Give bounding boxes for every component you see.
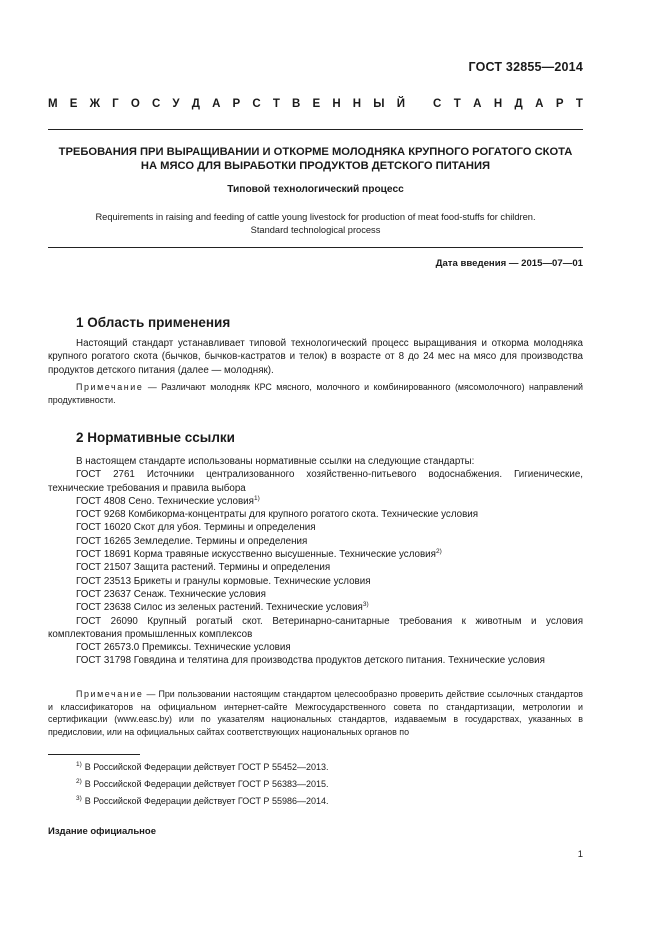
- heading-letter: Т: [453, 98, 461, 110]
- standard-type-word-2: [433, 98, 583, 110]
- document-subtitle: Типовой технологический процесс: [227, 184, 404, 195]
- reference-item: ГОСТ 26573.0 Премиксы. Технические условия: [76, 642, 291, 654]
- reference-item: ГОСТ 23513 Брикеты и гранулы кормовые. Технические условия: [76, 575, 371, 587]
- reference-item: ГОСТ 18691 Корма травяные искусственно высушенные. Технические условия$^{2)}$: [76, 548, 442, 561]
- heading-letter: Е: [312, 98, 321, 110]
- heading-letter: Т: [272, 98, 280, 110]
- footnotes: [48, 759, 583, 810]
- heading-letter: Ж: [89, 98, 100, 110]
- reference-item: ГОСТ 4808 Сено. Технические условия$^{1)}$: [76, 494, 260, 507]
- heading-letter: Р: [232, 98, 241, 110]
- reference-item: ГОСТ 21507 Защита растений. Термины и определения: [76, 562, 331, 574]
- heading-letter: Р: [555, 98, 564, 110]
- standard-type-word-1: [48, 98, 405, 110]
- heading-letter: Д: [514, 98, 523, 110]
- standard-type-heading: [48, 98, 583, 110]
- heading-letter: А: [473, 98, 482, 110]
- title-line-1: ТРЕБОВАНИЯ ПРИ ВЫРАЩИВАНИИ И ОТКОРМЕ МОЛОДНЯКА КРУПНОГО РОГАТОГО СКОТА: [58, 146, 573, 158]
- document-title: [48, 145, 583, 173]
- reference-item: ГОСТ 16020 Скот для убоя. Термины и определения: [76, 522, 316, 534]
- heading-letter: Е: [69, 98, 78, 110]
- reference-item: ГОСТ 2761 Источники централизованного хозяйственно-питьевого водоснабжения. Гигиенические, технические требования и правила выбора: [48, 469, 583, 494]
- english-title-line-1: Requirements in raising and feeding of cattle young livestock for production of meat food-stuffs for children.: [95, 212, 536, 222]
- footnote-text: В Российской Федерации действует ГОСТ Р 55986—2014.: [84, 796, 329, 806]
- note-label: Примечание: [76, 689, 144, 699]
- english-title: [48, 211, 583, 236]
- normative-references-list: [48, 455, 583, 668]
- heading-letter: А: [212, 98, 221, 110]
- heading-letter: С: [151, 98, 161, 110]
- heading-letter: Н: [352, 98, 362, 110]
- footnote-text: В Российской Федерации действует ГОСТ Р 56383—2015.: [84, 779, 329, 789]
- reference-item: ГОСТ 31798 Говядина и телятина для производства продуктов детского питания. Технические условия: [76, 655, 545, 667]
- footnote-mark: 2): [76, 778, 82, 785]
- references-items: [48, 468, 583, 667]
- footnote: [48, 776, 583, 793]
- heading-letter: Г: [112, 98, 119, 110]
- heading-letter: У: [172, 98, 180, 110]
- document-code: ГОСТ 32855—2014: [468, 60, 583, 74]
- footnote-separator: [48, 754, 140, 755]
- footnote: [48, 759, 583, 776]
- section-1-text: Настоящий стандарт устанавливает типовой технологический процесс выращивания и откорма молодняка крупного рогатого скота (бычков, бычков-кастратов и телок) в возрасте от 8 до 24 мес на мясо для производства продуктов детского питания (далее — молодняк).: [48, 338, 583, 376]
- heading-letter: В: [292, 98, 301, 110]
- section-2-note: [48, 688, 583, 738]
- footnote-mark: 1): [76, 761, 82, 768]
- heading-letter: О: [130, 98, 140, 110]
- title-rule: [48, 247, 583, 248]
- footnote-marker: 3): [362, 601, 369, 609]
- footnote-marker: 1): [253, 494, 260, 502]
- reference-item: ГОСТ 16265 Земледелие. Термины и определения: [76, 535, 308, 547]
- section-1-heading: 1 Область применения: [76, 315, 231, 330]
- heading-letter: М: [48, 98, 58, 110]
- section-2-heading: 2 Нормативные ссылки: [76, 430, 235, 445]
- note-text: — При пользовании настоящим стандартом целесообразно проверить действие ссылочных стандартов и классификаторов на официальном интернет-сайте Межгосударственного совета по стандартизации, метрологии и сертификации (www.easc.by) или по указателям национальных стандартов, издаваемым в государствах, указанных в предисловии, или на официальных сайтах соответствующих национальных органов по: [48, 689, 583, 737]
- heading-letter: А: [535, 98, 544, 110]
- reference-item: ГОСТ 23638 Силос из зеленых растений. Технические условия$^{3)}$: [76, 601, 369, 614]
- reference-item: ГОСТ 23637 Сенаж. Технические условия: [76, 588, 266, 600]
- note-text: — Различают молодняк КРС мясного, молочного и комбинированного (мясомолочного) направлений продуктивности.: [48, 382, 583, 405]
- references-intro: В настоящем стандарте использованы нормативные ссылки на следующие стандарты:: [76, 456, 475, 467]
- reference-item: ГОСТ 9268 Комбикорма-концентраты для крупного рогатого скота. Технические условия: [76, 509, 479, 521]
- footnote-text: В Российской Федерации действует ГОСТ Р 55452—2013.: [84, 762, 329, 772]
- official-edition-label: Издание официальное: [48, 826, 156, 837]
- heading-letter: Д: [191, 98, 200, 110]
- heading-letter: С: [252, 98, 261, 110]
- heading-letter: Н: [493, 98, 503, 110]
- heading-letter: Н: [332, 98, 341, 110]
- heading-letter: С: [433, 98, 442, 110]
- footnote-mark: 3): [76, 795, 82, 802]
- reference-item: ГОСТ 26090 Крупный рогатый скот. Ветеринарно-санитарные требования к животным и условия комплектования промышленных комплексов: [48, 615, 583, 640]
- footnote: [48, 793, 583, 810]
- note-label: Примечание: [76, 382, 144, 392]
- section-1-note: [48, 381, 583, 406]
- heading-letter: Ы: [373, 98, 385, 110]
- heading-letter: Й: [396, 98, 405, 110]
- english-title-line-2: Standard technological process: [250, 224, 381, 235]
- introduction-date: Дата введения — 2015—07—01: [435, 258, 583, 269]
- heading-letter: Т: [575, 98, 583, 110]
- page-number: 1: [577, 849, 583, 860]
- title-line-2: НА МЯСО ДЛЯ ВЫРАБОТКИ ПРОДУКТОВ ДЕТСКОГО ПИТАНИЯ: [140, 160, 491, 172]
- header-rule: [48, 129, 583, 130]
- footnote-marker: 2): [435, 548, 442, 556]
